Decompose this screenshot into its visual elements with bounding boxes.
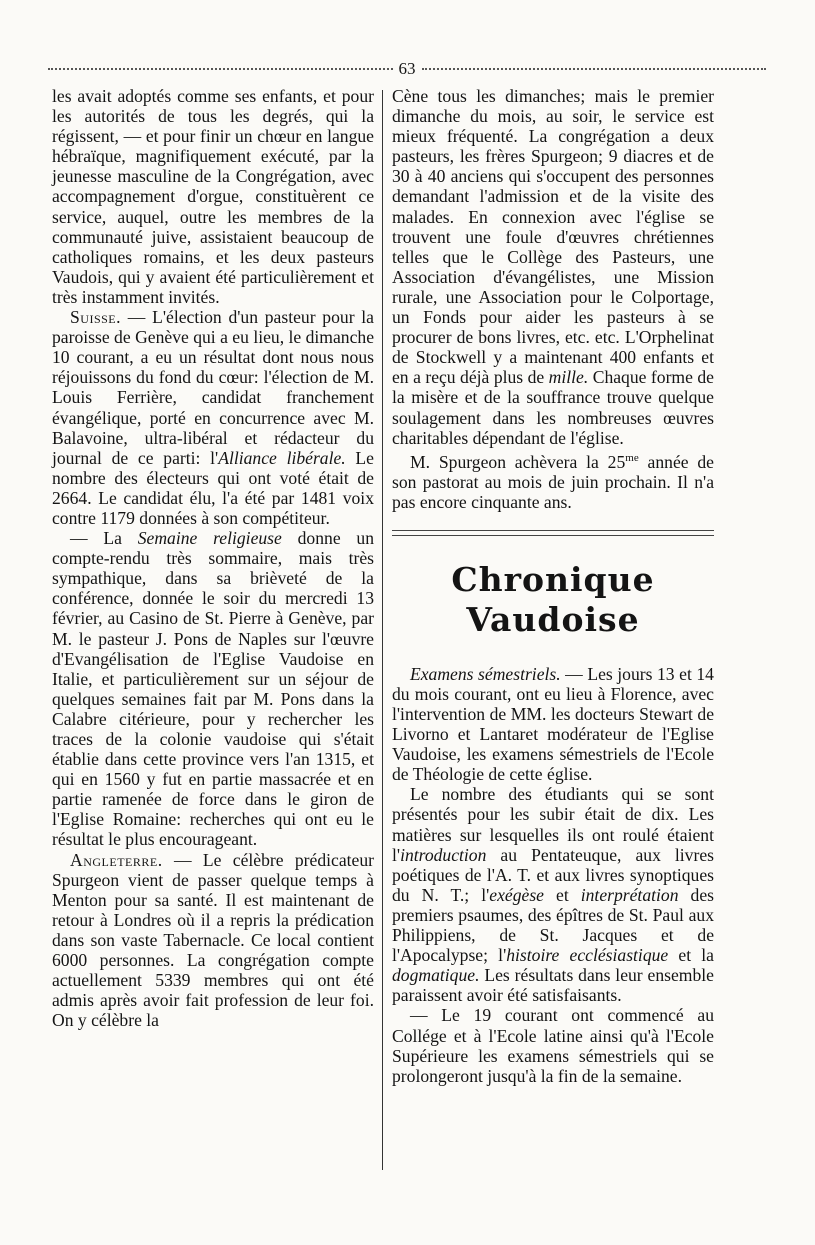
paragraph-angleterre xyxy=(52,850,374,1031)
section-separator xyxy=(392,530,714,536)
text: — L'élection d'un pasteur pour la paroisse de Genève qui a eu lieu, le dimanche 10 courant, a eu un résultat dont nous nous réjouissons du fond du cœur: l'élection de M. Louis Ferrière, candidat franchement évangélique, porté en concurrence avec M. Balavoine, ultra-libéral et rédacteur du journal de ce parti: l' xyxy=(52,307,374,468)
left-column xyxy=(52,86,374,1030)
paragraph-jewish-service xyxy=(52,86,374,307)
emphasis: dogmatique. xyxy=(392,965,480,986)
text: — Le 19 courant ont commencé au Collége et à l'Ecole latine ainsi qu'à l'Ecole Supérieure les examens sémestriels qui se prolongeront jusqu'à la fin de la semaine. xyxy=(392,1005,714,1086)
column-divider xyxy=(382,90,383,1170)
emphasis: interprétation xyxy=(580,884,679,905)
text: M. Spurgeon achèvera la 25 xyxy=(410,451,626,472)
page-header xyxy=(48,58,766,80)
header-rule-left xyxy=(48,68,393,70)
paragraph-semaine xyxy=(52,528,374,850)
text: les avait adoptés comme ses enfants, et pour les autorités de tous les degrés, qui la régissent, — et pour finir un chœur en langue hébraïque, magnifiquement exécuté, par la jeunesse masculine de la Congrégation, avec accompagnement d'orgue, constituèrent ce service, auquel, outre les membres de la communauté juive, assistaient beaucoup de catholiques romains, et les deux pasteurs Vaudois, qui y avaient été particulièrement et très instamment invités. xyxy=(52,86,374,307)
journal-title: Semaine religieuse xyxy=(137,528,282,549)
section-lead-suisse: Suisse. xyxy=(70,307,122,328)
text: des premiers psaumes, des épîtres de St. Paul aux Philippiens, de St. Jacques et de l'Apocalypse; l' xyxy=(392,884,714,966)
paragraph-spurgeon-anniversary xyxy=(392,448,714,512)
emphasis: histoire ecclésiastique xyxy=(506,945,669,966)
page-number: 63 xyxy=(398,59,416,78)
text: — La xyxy=(70,528,138,549)
subsection-lead: Examens sémestriels. xyxy=(410,663,561,684)
text: année de son pastorat au mois de juin prochain. Il n'a pas encore cinquante ans. xyxy=(392,451,714,512)
emphasis: exégèse xyxy=(489,884,544,905)
text: Le nombre des étudiants qui se sont présentés pour les subir était de dix. Les matières sur lesquelles ils ont roulé étaient l' xyxy=(392,784,714,865)
ordinal-suffix: me xyxy=(625,451,639,464)
right-column xyxy=(392,86,714,1086)
emphasis: introduction xyxy=(400,844,487,865)
paragraph-college xyxy=(392,1005,714,1085)
paragraph-suisse xyxy=(52,307,374,528)
text: Le nombre des électeurs qui ont voté était de 2664. Le candidat élu, l'a été par 1481 voix contre 1179 données à son compétiteur. xyxy=(52,447,374,528)
text: et xyxy=(543,884,581,905)
text: au Pentateuque, aux livres poétiques de l'A. T. et aux livres synoptiques du N. T.; l' xyxy=(392,844,714,905)
text: Cène tous les dimanches; mais le premier dimanche du mois, au soir, le service est mieux fréquenté. La congrégation a deux pasteurs, les frères Spurgeon; 9 diacres et de 30 à 40 anciens qui s'occupent des personnes demandant l'admission et de la visite des malades. En connexion avec l'église se trouvent une foule d'œuvres chrétiennes telles que le Collège des Pasteurs, une Association d'évangélistes, une Mission rurale, une Association pour le Colportage, un Fonds pour aider les pasteurs à se procurer de bons livres, etc. etc. L'Orphelinat de Stockwell y a maintenant 400 enfants et en a reçu déjà plus de xyxy=(392,86,714,388)
paragraph-examens xyxy=(392,664,714,785)
paragraph-spurgeon-cont xyxy=(392,86,714,448)
text: Chaque forme de la misère et de la souffrance trouve quelque soulagement dans les nombreuses œuvres charitables dépendant de l'église. xyxy=(392,367,714,448)
text: — Le célèbre prédicateur Spurgeon vient de passer quelque temps à Menton pour sa santé. Il est maintenant de retour à Londres où il a repris la prédication dans son vaste Tabernacle. Ce local contient 6000 personnes. La congrégation compte actuellement 5339 membres qui ont été admis après avoir fait profession de leur foi. On y célèbre la xyxy=(52,849,374,1031)
text: Les résultats dans leur ensemble paraissent avoir été satisfaisants. xyxy=(392,965,714,1006)
journal-title: Alliance libérale. xyxy=(218,447,346,468)
text: — Les jours 13 et 14 du mois courant, ont eu lieu à Florence, avec l'intervention de MM. les docteurs Stewart de Livorno et Lantaret modérateur de l'Eglise Vaudoise, les examens sémestriels de l'Ecole de Théologie de cette église. xyxy=(392,663,714,785)
section-title: Chronique Vaudoise xyxy=(451,559,655,639)
paragraph-etudiants xyxy=(392,784,714,1005)
emphasis: mille. xyxy=(548,367,589,388)
text: donne un compte-rendu très sommaire, mais très sympathique, dans sa brièveté de la conférence, donnée le soir du mercredi 13 février, au Casino de St. Pierre à Genève, par M. le pasteur J. Pons de Naples sur l'œuvre d'Evangélisation de l'Eglise Vaudoise en Italie, et particulièrement sur un séjour de quelques semaines fait par M. Pons dans la Calabre citérieure, pour y rechercher les traces de la colonie vaudoise qui s'était établie dans cette province vers l'an 1315, et qui en 1560 y fut en partie massacrée et en partie ramenée de force dans le giron de l'Eglise Romaine: recherches qui ont eu le résultat le plus encourageant. xyxy=(52,528,374,850)
section-lead-angleterre: Angleterre. xyxy=(70,849,163,870)
text: et la xyxy=(668,945,714,966)
header-rule-right xyxy=(422,68,767,70)
